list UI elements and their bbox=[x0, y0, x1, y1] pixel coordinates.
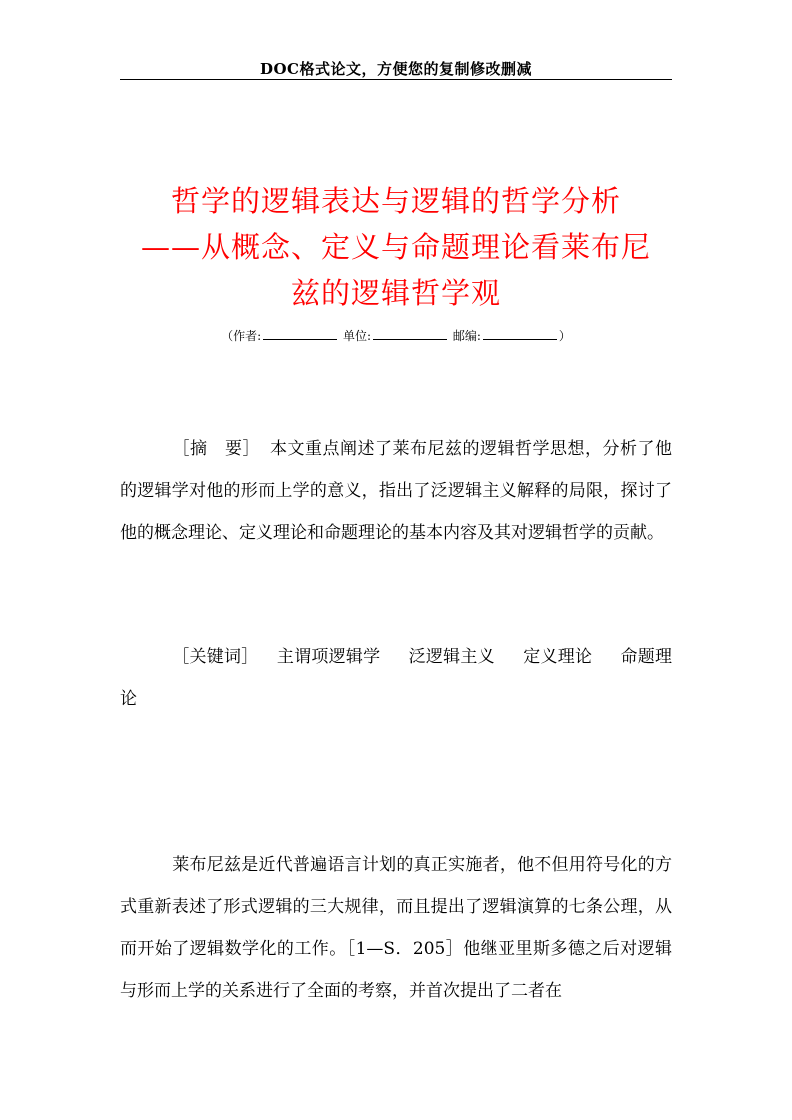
abstract-label: ［摘 要］ bbox=[172, 439, 261, 459]
author-info-line bbox=[100, 327, 692, 344]
keywords-label: ［关键词］ bbox=[172, 647, 259, 667]
keyword-item: 定义理论 bbox=[522, 647, 593, 667]
body-paragraph bbox=[120, 844, 672, 1012]
body-paragraph-text: 莱布尼兹是近代普遍语言计划的真正实施者，他不但用符号化的方式重新表述了形式逻辑的三大规律，而且提出了逻辑演算的七条公理，从而开始了逻辑数学化的工作。［1—S．205］他继亚里斯多德之后对逻辑与形而上学的关系进行了全面的考察，并首次提出了二者在 bbox=[120, 855, 672, 1001]
document-header: DOC格式论文，方便您的复制修改删减 bbox=[259, 60, 532, 78]
author-blank bbox=[263, 329, 337, 340]
author-line-close: ） bbox=[558, 329, 571, 343]
keyword-item: 命题理论 bbox=[120, 647, 673, 709]
keyword-item: 主谓项逻辑学 bbox=[276, 647, 381, 667]
postcode-blank bbox=[483, 329, 557, 340]
keywords-paragraph bbox=[120, 636, 672, 720]
keyword-item: 泛逻辑主义 bbox=[408, 647, 495, 667]
title-line-3: 兹的逻辑哲学观 bbox=[290, 276, 501, 310]
header-divider bbox=[120, 79, 672, 80]
unit-label: 单位: bbox=[342, 329, 372, 343]
paper-title bbox=[100, 178, 692, 316]
title-line-2: ——从概念、定义与命题理论看莱布尼 bbox=[140, 230, 651, 264]
title-line-1: 哲学的逻辑表达与逻辑的哲学分析 bbox=[170, 184, 621, 218]
author-label: （作者: bbox=[221, 329, 262, 343]
abstract-text: 本文重点阐述了莱布尼兹的逻辑哲学思想，分析了他的逻辑学对他的形而上学的意义，指出了泛逻辑主义解释的局限，探讨了他的概念理论、定义理论和命题理论的基本内容及其对逻辑哲学的贡献。 bbox=[120, 439, 673, 543]
postcode-label: 邮编: bbox=[452, 329, 481, 343]
abstract-paragraph bbox=[120, 428, 672, 554]
unit-blank bbox=[373, 329, 447, 340]
